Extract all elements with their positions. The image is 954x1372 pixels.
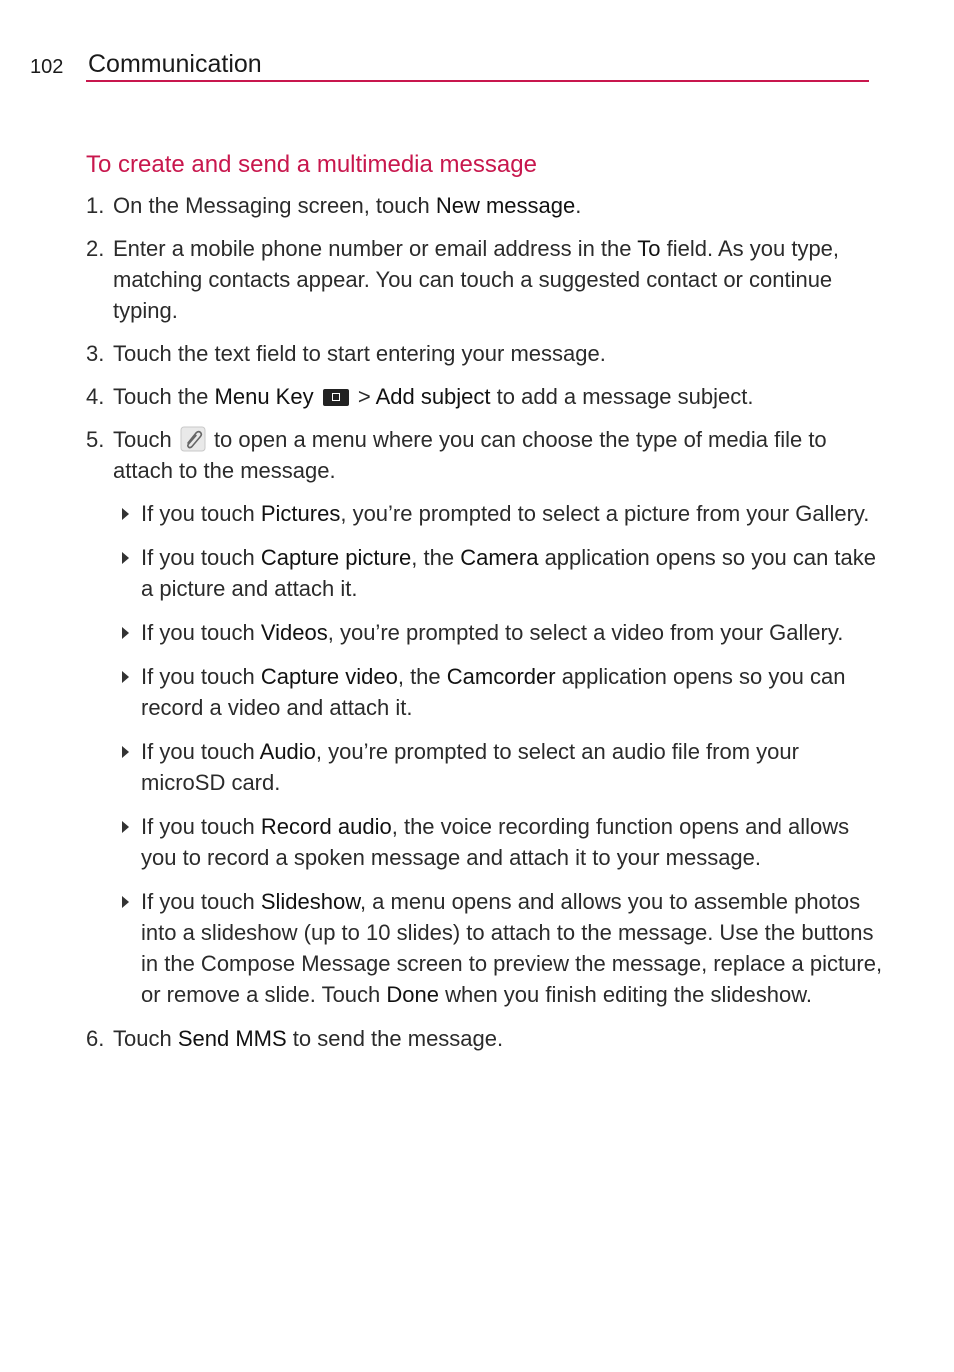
bullet-arrow-icon (122, 508, 129, 520)
bullet-text: application opens so you can take a picture and attach it. (141, 545, 877, 601)
bullet-arrow-icon (122, 746, 129, 758)
keyword-record-audio: Record audio (260, 814, 392, 839)
keyword-new-message: New message (435, 193, 576, 218)
step-number: 3. (86, 341, 105, 366)
step-3 (86, 338, 886, 369)
keyword-menu-key: Menu Key (214, 384, 314, 409)
keyword-done: Done (386, 982, 439, 1007)
keyword-to: To (637, 236, 661, 261)
step-text: Touch the (113, 384, 215, 409)
bullet-text: If you touch (141, 545, 261, 570)
step-4 (86, 381, 886, 412)
step-number: 1. (86, 193, 105, 218)
keyword-add-subject: Add subject (375, 384, 491, 409)
bullet-arrow-icon (122, 896, 129, 908)
bullet-arrow-icon (122, 671, 129, 683)
bullet-text: If you touch (141, 664, 261, 689)
keyword-slideshow: Slideshow (260, 889, 360, 914)
bullet-text: when you finish editing the slideshow. (438, 982, 812, 1007)
keyword-camcorder: Camcorder (446, 664, 556, 689)
bullet-videos (86, 617, 886, 648)
bullet-text: , the voice recording function opens and allows you to record a spoken message and attach it to your message. (141, 814, 850, 870)
section-heading: To create and send a multimedia message (86, 151, 537, 178)
step-5 (86, 424, 886, 486)
bullet-capture-picture (86, 542, 886, 604)
step-number: 5. (86, 427, 105, 452)
bullet-text: If you touch (141, 814, 261, 839)
menu-key-icon (323, 389, 349, 406)
bullet-text: , the (397, 664, 447, 689)
bullet-text: , you’re prompted to select a picture from your Gallery. (340, 501, 870, 526)
page-number: 102 (30, 56, 64, 78)
step-text: Touch the text field to start entering your message. (113, 341, 606, 366)
step-text: Touch (113, 427, 178, 452)
step-number: 2. (86, 236, 105, 261)
header-title: Communication (88, 50, 262, 78)
bullet-text: If you touch (141, 620, 261, 645)
instructions (86, 190, 886, 1066)
bullet-text: If you touch (141, 889, 261, 914)
keyword-send-mms: Send MMS (177, 1026, 287, 1051)
keyword-videos: Videos (260, 620, 328, 645)
step-text: On the Messaging screen, touch (113, 193, 436, 218)
keyword-camera: Camera (460, 545, 539, 570)
bullet-capture-video (86, 661, 886, 723)
step-text: Enter a mobile phone number or email address in the (113, 236, 638, 261)
bullet-audio (86, 736, 886, 798)
step-text: to open a menu where you can choose the type of media file to attach to the message. (113, 427, 827, 483)
step-text: > (351, 384, 376, 409)
bullet-text: , you’re prompted to select an audio file from your microSD card. (141, 739, 799, 795)
step-1 (86, 190, 886, 221)
paperclip-icon (180, 426, 206, 452)
keyword-audio: Audio (259, 739, 316, 764)
bullet-slideshow (86, 886, 886, 1010)
bullet-arrow-icon (122, 821, 129, 833)
bullet-text: If you touch (141, 739, 260, 764)
step-number: 6. (86, 1026, 105, 1051)
step-text: field. As you type, matching contacts appear. You can touch a suggested contact or continue typing. (113, 236, 840, 323)
keyword-capture-video: Capture video (260, 664, 398, 689)
bullet-pictures (86, 498, 886, 529)
keyword-pictures: Pictures (260, 501, 341, 526)
step-6 (86, 1023, 886, 1054)
step-text: Touch (113, 1026, 178, 1051)
header-rule (86, 80, 869, 82)
bullet-record-audio (86, 811, 886, 873)
keyword-capture-picture: Capture picture (260, 545, 412, 570)
bullet-text: , a menu opens and allows you to assemble photos into a slideshow (up to 10 slides) to attach to the message. Use the buttons in the Compose Message screen to preview the message, replace a picture, or remove a slide. Touch (141, 889, 883, 1007)
bullet-text: If you touch (141, 501, 261, 526)
bullet-text: , the (411, 545, 461, 570)
step-text: to add a message subject. (490, 384, 754, 409)
step-number: 4. (86, 384, 105, 409)
step-text: to send the message. (286, 1026, 504, 1051)
bullet-text: , you’re prompted to select a video from your Gallery. (327, 620, 844, 645)
bullet-arrow-icon (122, 627, 129, 639)
bullet-arrow-icon (122, 552, 129, 564)
bullet-text: application opens so you can record a video and attach it. (141, 664, 846, 720)
step-2 (86, 233, 886, 326)
step-text: . (575, 193, 582, 218)
